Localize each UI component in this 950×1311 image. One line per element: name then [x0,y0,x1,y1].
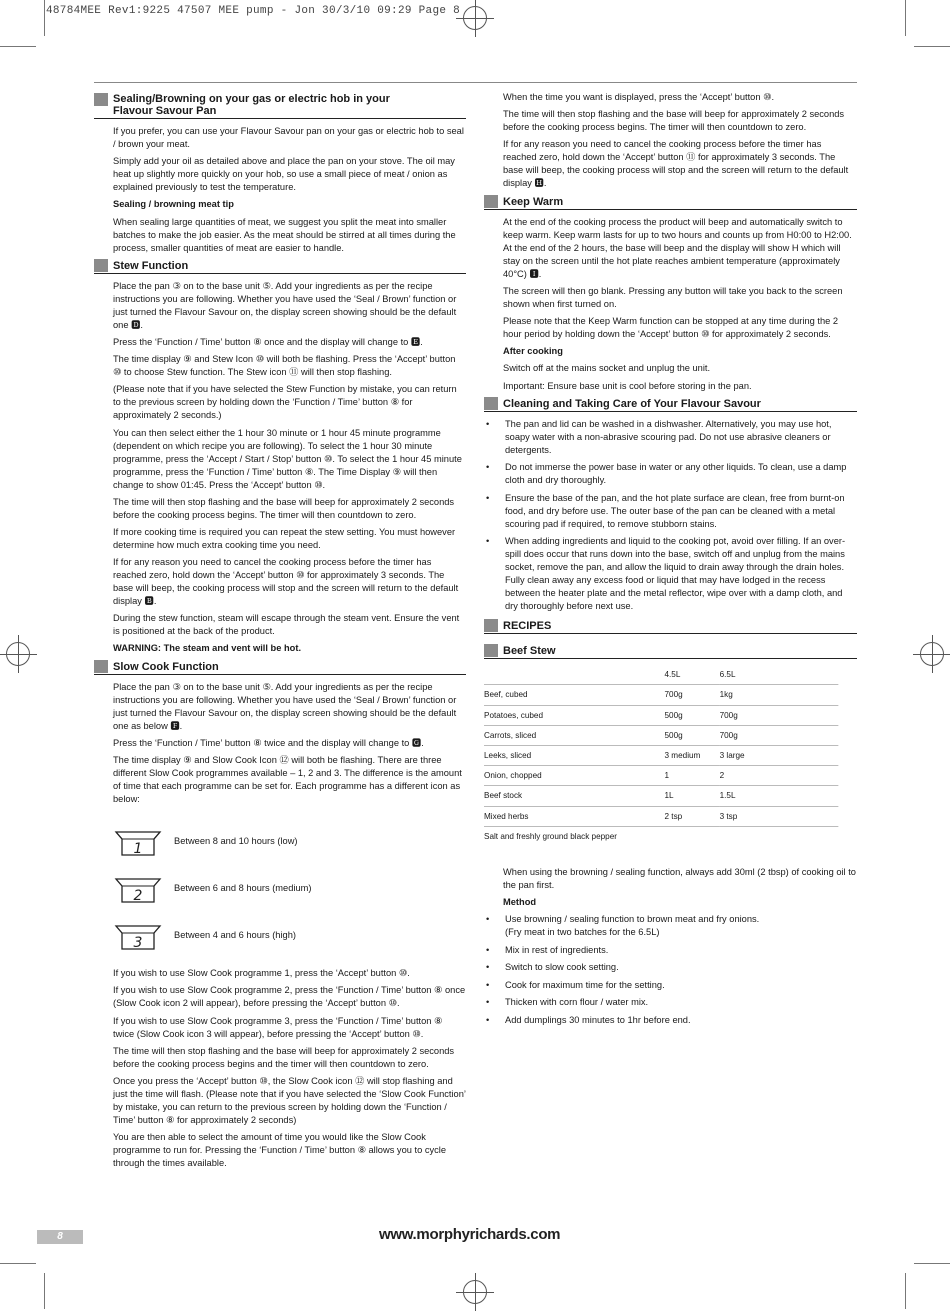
section-title: RECIPES [503,620,552,633]
subheading: After cooking [503,346,563,357]
list-item: • The pan and lid can be washed in a dishwasher. Alternatively, you may use hot, soapy water with a non-abrasive scouring pad. Do not use abrasive cleaners or detergents. [486,418,832,455]
crop-mark [0,1263,36,1264]
paragraph: If for any reason you need to cancel the cooking process before the timer has reached zero, hold down the ‘Accept’ button ⑩ for approximately 3 seconds. The base will beep, the cooking process will stop and the screen will return to the default display 🅱. [113,557,459,607]
paragraph: Switch off at the mains socket and unplug the unit. [503,363,711,374]
crop-mark [0,46,36,47]
section-marker [484,195,498,208]
section-header-slow-cook [94,660,466,675]
paragraph: If you wish to use Slow Cook programme 2, press the ‘Function / Time’ button ⑧ once (Slow Cook icon 2 will appear), before pressing the ‘Accept’ button ⑩. [113,985,466,1009]
list-item: • When adding ingredients and liquid to the cooking pot, avoid over filling. If an over-spill does occur that runs down into the base, switch off and unplug from the mains socket, remove the pan, and allow the liquid to drain away through the drain holes. Fully clean away any excess food or liquid that may have lodged in the recess between the heater plate and the metal reflector, wipe over with a damp cloth, and dry thoroughly before next use. [486,536,846,612]
table-row: Onion, chopped 1 2 [484,766,838,786]
paragraph: Place the pan ③ on to the base unit ⑤. Add your ingredients as per the recipe instructions you are following. Whether you have used the ‘Seal / Brown’ function or just turned the Flavour Savour on, the display screen showing should be the default one as below 🅵. [113,681,457,731]
print-slug: 48784MEE Rev1:9225 47507 MEE pump - Jon 30/3/10 09:29 Page 8 [46,5,461,17]
programme-label: Between 4 and 6 hours (high) [174,930,296,941]
registration-mark [6,642,30,666]
slow-cook-icon [114,921,162,951]
programme-label: Between 6 and 8 hours (medium) [174,883,312,894]
crop-mark [914,1263,950,1264]
section-header-keep-warm [484,195,857,210]
right-column [484,91,857,1031]
section-marker [94,259,108,272]
paragraph: The time will then stop flashing and the base will beep for approximately 2 seconds before the cooking process begins. The timer will then countdown to zero. [503,109,845,133]
paragraph: Once you press the ‘Accept’ button ⑩, the Slow Cook icon ⑫ will stop flashing and just the time will flash. (Please note that if you have selected the ‘Slow Cook Function’ by mistake, you can return to the previous screen by holding down the ‘Function / Time’ button ⑧ for approximately 2 seconds) [113,1075,466,1125]
section-header-cleaning [484,397,857,412]
slow-cook-icon [114,874,162,904]
paragraph: If you wish to use Slow Cook programme 3, press the ‘Function / Time’ button ⑧ twice (Slow Cook icon 3 will appear), before pressing the ‘Accept’ button ⑩. [113,1015,443,1039]
slow-cook-icon [114,827,162,857]
section-marker [94,660,108,673]
programme-row-1 [114,818,466,865]
page-number: 8 [37,1230,83,1244]
list-item: • Use browning / sealing function to brown meat and fry onions. (Fry meat in two batches for the 6.5L) [486,914,760,938]
table-row: Beef, cubed 700g 1kg [484,685,838,705]
paragraph: The time display ⑨ and Stew Icon ⑩ will both be flashing. Press the ‘Accept’ button ⑩ to choose Stew function. The Stew icon ⑪ will then stop flashing. [113,354,456,378]
paragraph: When sealing large quantities of meat, we suggest you split the meat into smaller batches to make the job easier. As the meat should be stirred at all times during the process, smaller quantities of meat are easier to handle. [113,216,456,253]
list-item: • Ensure the base of the pan, and the hot plate surface are clean, free from burnt-on food, and dry before use. The outer base of the pan can be cleaned with a metal scouring pad if required, to remove stubborn stains. [486,492,845,529]
section-header-beef-stew [484,644,857,659]
paragraph: Simply add your oil as detailed above and place the pan on your stove. The oil may heat up slightly more quickly on your hob, so use a small piece of meat / onion as explained previously to test the temperature. [113,156,455,193]
paragraph: Press the ‘Function / Time’ button ⑧ twice and the display will change to 🅶. [113,737,424,748]
programme-number: 1 [133,840,143,857]
paragraph: When using the browning / sealing function, always add 30ml (2 tbsp) of cooking oil to the pan first. [503,866,856,890]
section-marker [484,644,498,657]
paragraph: The time will then stop flashing and the base will beep for approximately 2 seconds before the cooking process begins and the timer will then countdown to zero. [113,1045,455,1069]
top-rule [94,82,857,83]
section-title: Cleaning and Taking Care of Your Flavour Savour [503,397,761,410]
table-row: Salt and freshly ground black pepper [484,830,617,841]
list-item: • Switch to slow cook setting. [486,962,619,973]
paragraph: You can then select either the 1 hour 30 minute or 1 hour 45 minute programme (dependent on which recipe you are following). To select the 1 hour 30 minute programme, press the ‘Accept / Start / Stop’ button ⑩. To select the 1 hour 45 minute programme, press the ‘Function / Time’ button ⑧. The Time Display ⑨ will then change to show 01:45. Press the ‘Accept’ button ⑩. [113,427,462,490]
paragraph: If for any reason you need to cancel the cooking process before the timer has reached zero, hold down the ‘Accept’ button ⑪ for approximately 3 seconds. The base will beep, the cooking process will stop and the screen will return to the default display 🅷. [503,139,849,189]
section-header-sealing [94,93,466,119]
paragraph: (Please note that if you have selected the Stew Function by mistake, you can return to the previous screen by holding down the ‘Function / Time’ button ⑧ for approximately 2 seconds.) [113,384,457,421]
section-marker [484,397,498,410]
crop-mark [905,0,906,36]
list-item: • Add dumplings 30 minutes to 1hr before end. [486,1014,691,1025]
crop-mark [44,0,45,36]
table-header-row: 4.5L 6.5L [484,665,838,685]
section-marker [94,93,108,106]
crop-mark [44,1273,45,1309]
section-header-recipes [484,619,857,634]
ingredients-table [484,665,838,846]
crop-mark [914,46,950,47]
table-row: Potatoes, cubed 500g 700g [484,705,838,725]
paragraph: Press the ‘Function / Time’ button ⑧ once and the display will change to 🅴. [113,336,423,347]
paragraph: The time will then stop flashing and the base will beep for approximately 2 seconds before the cooking process begins. The timer will then countdown to zero. [113,496,455,520]
paragraph: Important: Ensure base unit is cool before storing in the pan. [503,380,752,391]
section-title: Slow Cook Function [113,660,219,673]
paragraph: If you wish to use Slow Cook programme 1, press the ‘Accept’ button ⑩. [113,968,410,979]
table-row: Carrots, sliced 500g 700g [484,725,838,745]
section-marker [484,619,498,632]
section-title: Sealing/Browning on your gas or electric hob in your Flavour Savour Pan [113,93,390,117]
table-row: Leeks, sliced 3 medium 3 large [484,745,838,765]
section-title: Keep Warm [503,195,564,208]
registration-mark [463,1280,487,1304]
list-item: • Cook for maximum time for the setting. [486,979,665,990]
subheading: Sealing / browning meat tip [113,199,234,210]
list-item: • Do not immerse the power base in water or any other liquids. To clean, use a damp cloth and dry thoroughly. [486,462,847,486]
programme-number: 3 [133,934,143,951]
list-item: • Mix in rest of ingredients. [486,944,609,955]
programme-label: Between 8 and 10 hours (low) [174,836,298,847]
paragraph: Please note that the Keep Warm function can be stopped at any time during the 2 hour period by holding down the ‘Accept’ button ⑩ for approximately 2 seconds. [503,315,839,339]
registration-mark [463,6,487,30]
section-header-stew [94,259,466,274]
warning-text: WARNING: The steam and vent will be hot. [113,643,302,654]
table-row: Mixed herbs 2 tsp 3 tsp [484,806,838,826]
paragraph: You are then able to select the amount of time you would like the Slow Cook programme to run for. Pressing the ‘Function / Time’ button ⑧ allows you to cycle through the times available. [113,1132,447,1169]
table-row: Beef stock 1L 1.5L [484,786,838,806]
paragraph: The time display ⑨ and Slow Cook Icon ⑫ will both be flashing. There are three different Slow Cook programmes available – 1, 2 and 3. The difference is the amount of time that each programme can be set for. Each programme has a different icon as below: [113,755,462,804]
section-title: Beef Stew [503,645,556,658]
paragraph: During the stew function, steam will escape through the steam vent. Ensure the vent is positioned at the back of the product. [113,613,460,637]
programme-number: 2 [133,887,143,904]
paragraph: If more cooking time is required you can repeat the stew setting. You must however determine how much extra cooking time you need. [113,526,456,550]
paragraph: Place the pan ③ on to the base unit ⑤. Add your ingredients as per the recipe instructions you are following. Whether you have used the ‘Seal / Brown’ function or just turned the Flavour Savour on, the display screen showing should be the default one 🅳. [113,280,457,330]
paragraph: The screen will then go blank. Pressing any button will take you back to the screen shown when first turned on. [503,285,843,309]
footer-website-link[interactable]: www.morphyrichards.com [379,1226,561,1243]
left-column [94,93,466,1174]
programme-row-3 [114,912,466,959]
subheading: Method [503,897,537,908]
paragraph: When the time you want is displayed, press the ‘Accept’ button ⑩. [503,92,775,102]
paragraph: At the end of the cooking process the product will beep and automatically switch to keep warm. Keep warm lasts for up to two hours and counts up from H0:00 to H2:00. At the end of the 2 hours, the base will beep and the display will show H which will stay on the screen until the hot plate reaches ambient temperature (approximately 40°C) 🅸. [503,216,852,279]
section-title: Stew Function [113,259,189,272]
programme-row-2 [114,865,466,912]
crop-mark [905,1273,906,1309]
list-item: • Thicken with corn flour / water mix. [486,997,649,1008]
paragraph: If you prefer, you can use your Flavour Savour pan on your gas or electric hob to seal / brown your meat. [113,126,464,149]
registration-mark [920,642,944,666]
